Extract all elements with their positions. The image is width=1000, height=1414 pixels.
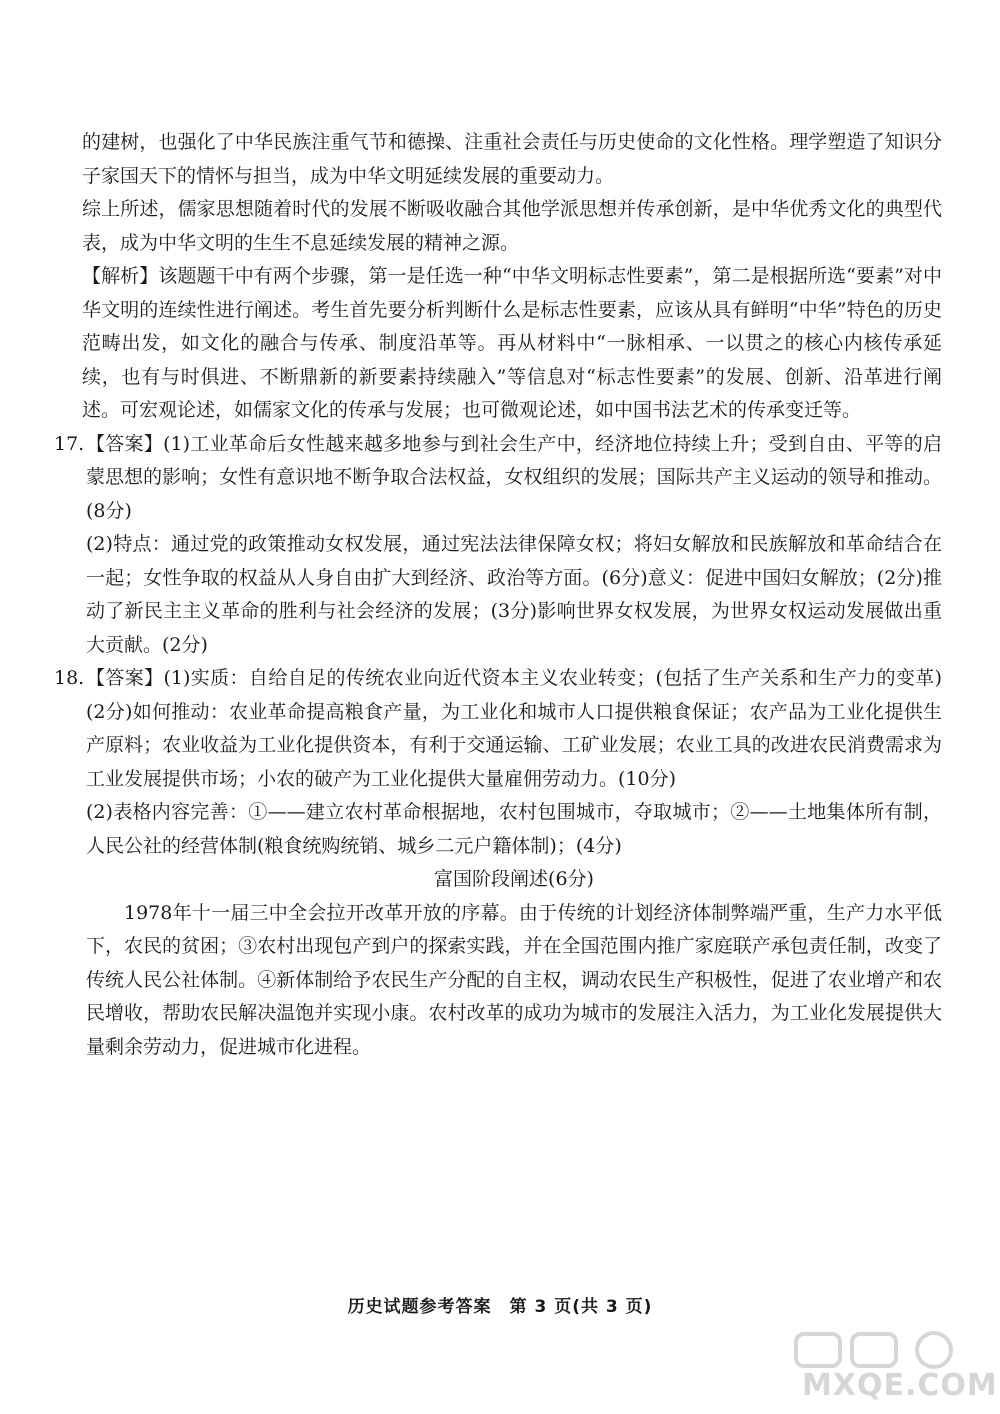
watermark-site-text: MXQE.COM — [802, 1368, 998, 1403]
question-18-answer-part1: 【答案】(1)实质：自给自足的传统农业向近代资本主义农业转变；(包括了生产关系和生产力的变革)(2分)如何推动：农业革命提高粮食产量，为工业化和城市人口提供粮食保证；农产品为工业化提供生产原料；农业收益为工业化提供资本，有利于交通运输、工矿业发展；农业工具的改进农民消费需求为工业发展提供市场；小农的破产为工业化提供大量雇佣劳动力。(10分) — [86, 667, 942, 790]
watermark-logo — [772, 1330, 998, 1408]
page-footer: 历史试题参考答案 第 3 页(共 3 页) — [347, 1297, 653, 1317]
answer-content — [54, 126, 942, 1064]
question-18-answer-part2: (2)表格内容完善：①——建立农村革命根据地，农村包围城市，夺取城市；②——土地集体所有制，人民公社的经营体制(粮食统购统销、城乡二元户籍体制)；(4分) — [86, 801, 942, 857]
question-17-answer-part2: (2)特点：通过党的政策推动女权发展，通过宪法法律保障女权；将妇女解放和民族解放和革命结合在一起；女性争取的权益从人身自由扩大到经济、政治等方面。(6分)意义：促进中国妇女解放；(2分)推动了新民主主义革命的胜利与社会经济的发展；(3分)影响世界女权发展，为世界女权运动发展做出重大贡献。(2分) — [86, 533, 942, 656]
question-18-subtitle: 富国阶段阐述(6分) — [434, 868, 594, 890]
question-18-essay: 1978年十一届三中全会拉开改革开放的序幕。由于传统的计划经济体制弊端严重，生产力水平低下，农民的贫困；③农村出现包产到户的探索实践，并在全国范围内推广家庭联产承包责任制，改变了传统人民公社体制。④新体制给予农民生产分配的自主权，调动农民生产积极性，促进了农业增产和农民增收，帮助农民解决温饱并实现小康。农村改革的成功为城市的发展注入活力，为工业化发展提供大量剩余劳动力，促进城市化进程。 — [86, 901, 942, 1058]
paragraph-summary: 综上所述，儒家思想随着时代的发展不断吸收融合其他学派思想并传承创新，是中华优秀文化的典型代表，成为中华文明的生生不息延续发展的精神之源。 — [82, 198, 942, 254]
paragraph-analysis: 【解析】该题题干中有两个步骤，第一是任选一种“中华文明标志性要素”，第二是根据所选“要素”对中华文明的连续性进行阐述。考生首先要分析判断什么是标志性要素，应该从具有鲜明“中华”特色的历史范畴出发，如文化的融合与传承、制度沿革等。再从材料中“一脉相承、一以贯之的核心内核传承延续，也有与时俱进、不断鼎新的新要素持续融入”等信息对“标志性要素”的发展、创新、沿革进行阐述。可宏观论述，如儒家文化的传承与发展；也可微观论述，如中国书法艺术的传承变迁等。 — [82, 265, 942, 421]
question-17-answer-part1: 【答案】(1)工业革命后女性越来越多地参与到社会生产中，经济地位持续上升；受到自由、平等的启蒙思想的影响；女性有意识地不断争取合法权益，女权组织的发展；国际共产主义运动的领导和推动。(8分) — [86, 432, 942, 522]
watermark-logo-icon — [794, 1330, 964, 1370]
question-17 — [54, 428, 942, 663]
question-17-number: 17. — [54, 432, 85, 455]
paragraph-continuation: 的建树，也强化了中华民族注重气节和德操、注重社会责任与历史使命的文化性格。理学塑造了知识分子家国天下的情怀与担当，成为中华文明延续发展的重要动力。 — [82, 131, 942, 187]
question-18 — [54, 662, 942, 1064]
question-18-number: 18. — [54, 667, 85, 689]
